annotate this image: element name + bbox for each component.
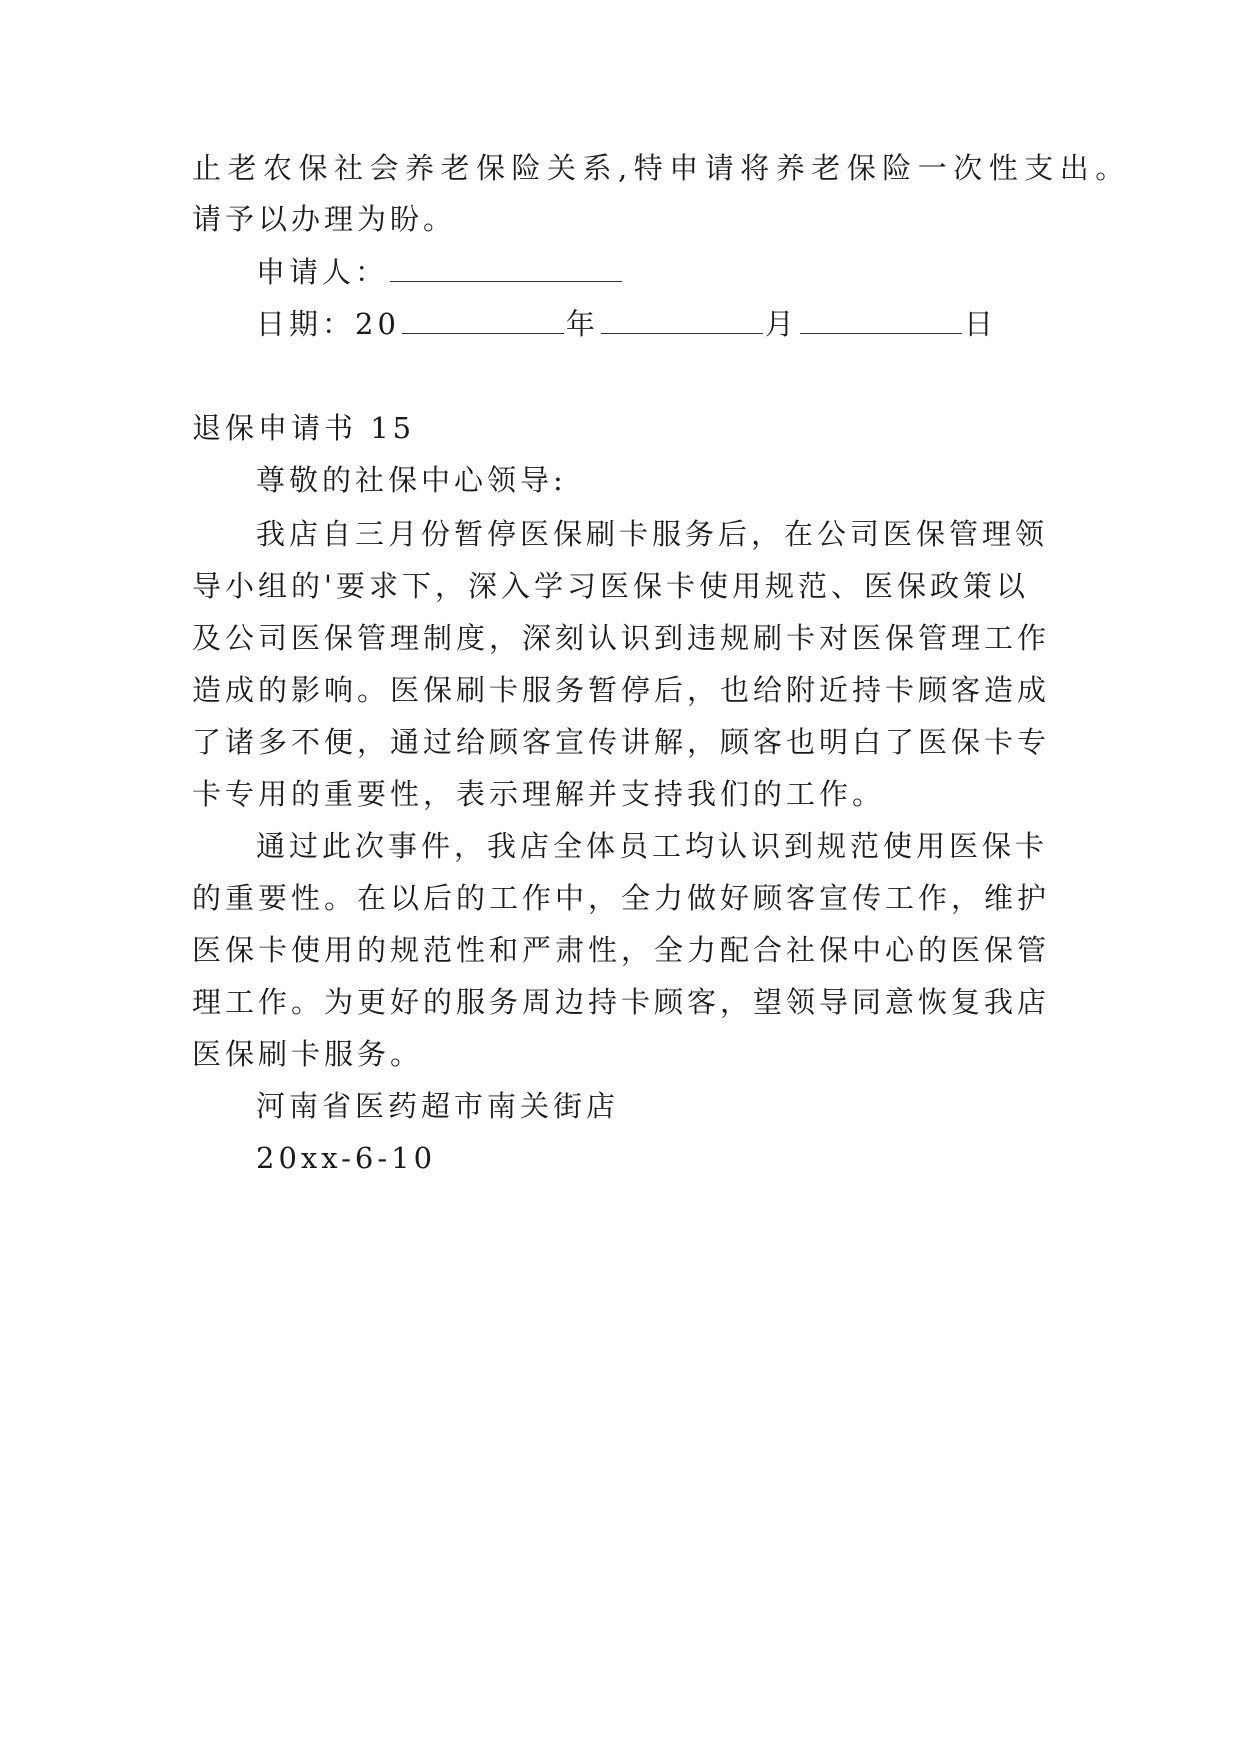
paragraph-1-line: 我店自三月份暂停医保刷卡服务后，在公司医保管理领 <box>256 517 1049 551</box>
paragraph-2-line: 通过此次事件，我店全体员工均认识到规范使用医保卡 <box>256 829 1049 863</box>
paragraph-1-line: 造成的影响。医保刷卡服务暂停后，也给附近持卡顾客造成 <box>192 673 1051 707</box>
date-year-label: 年 <box>565 307 599 341</box>
date-month-label: 月 <box>764 307 798 341</box>
paragraph-1-line: 及公司医保管理制度，深刻认识到违规刷卡对医保管理工作 <box>192 621 1051 655</box>
paragraph-1-line: 了诸多不便，通过给顾客宣传讲解，顾客也明白了医保卡专 <box>192 725 1051 759</box>
paragraph-2-line: 的重要性。在以后的工作中，全力做好顾客宣传工作，维护 <box>192 881 1051 915</box>
paragraph-2-line: 医保卡使用的规范性和严肃性，全力配合社保中心的医保管 <box>192 933 1051 967</box>
paragraph-1-line: 卡专用的重要性，表示理解并支持我们的工作。 <box>192 777 886 811</box>
date-line <box>256 304 997 344</box>
year-blank <box>402 307 564 334</box>
applicant-line <box>256 252 624 292</box>
paragraph-1-line: 导小组的'要求下，深入学习医保卡使用规范、医保政策以 <box>192 569 1029 603</box>
date-day-label: 日 <box>963 307 997 341</box>
paragraph-2-line: 医保刷卡服务。 <box>192 1037 424 1071</box>
signature: 河南省医药超市南关街店 <box>256 1089 620 1123</box>
paragraph-2-line: 理工作。为更好的服务周边持卡顾客，望领导同意恢复我店 <box>192 985 1051 1019</box>
month-blank <box>601 307 763 334</box>
prev-text-line-2: 请予以办理为盼。 <box>192 202 457 236</box>
date-label: 日期：20 <box>256 307 400 341</box>
document-title: 退保申请书 15 <box>192 411 416 445</box>
prev-text-line-1: 止老农保社会养老保险关系,特申请将养老保险一次性支出。 <box>192 151 1131 185</box>
salutation: 尊敬的社保中心领导: <box>256 463 567 497</box>
applicant-blank <box>390 255 622 282</box>
applicant-label: 申请人： <box>256 255 389 289</box>
signature-date: 20xx-6-10 <box>256 1141 437 1175</box>
day-blank <box>800 307 962 334</box>
